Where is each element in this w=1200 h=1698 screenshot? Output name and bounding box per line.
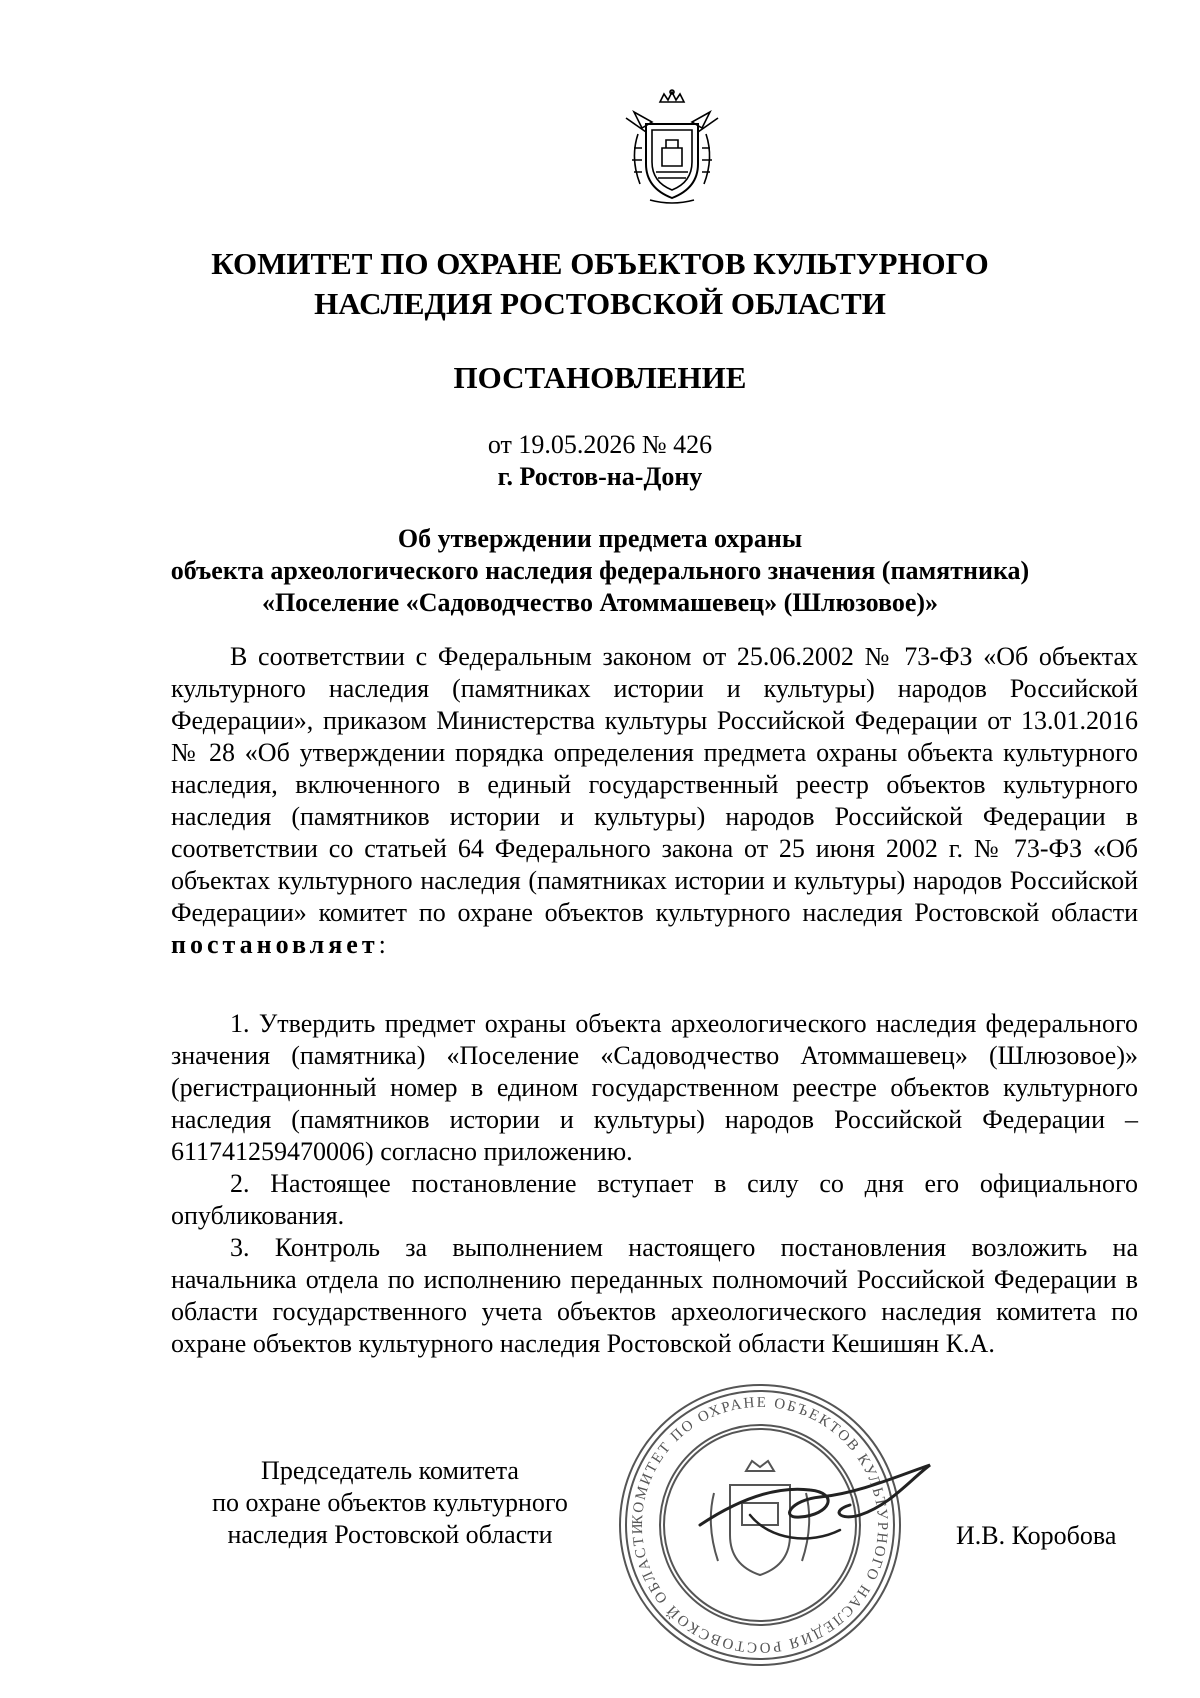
organization-name-line1: КОМИТЕТ ПО ОХРАНЕ ОБЪЕКТОВ КУЛЬТУРНОГО [211,246,989,281]
document-date-number: от 19.05.2026 № 426 [487,430,713,459]
resolves-suffix: : [378,930,386,959]
resolution-item-1: 1. Утвердить предмет охраны объекта археологического наследия федерального значения (памятника) «Поселение «Садоводчество Атоммашевец» (Шлюзовое)» (регистрационный номер в едином государственном реестре объектов культурного наследия (памятников истории и культуры) народов Российской Федерации – 611741259470006) согласно приложению. [171,1009,1138,1166]
signer-name: И.В. Коробова [956,1521,1117,1550]
coat-of-arms-icon [612,88,732,208]
organization-name [0,244,1200,324]
document-city: г. Ростов-на-Дону [497,462,703,491]
resolves-word: постановляет [171,930,379,959]
signer-title [150,1455,630,1551]
resolution-items [171,1008,1138,1360]
subject-line1: Об утверждении предмета охраны [397,524,803,553]
signer-title-line3: наследия Ростовской области [227,1520,553,1549]
subject-line3: «Поселение «Садоводчество Атоммашевец» (Шлюзовое)» [261,588,939,617]
handwritten-signature-icon [690,1445,940,1565]
document-type: ПОСТАНОВЛЕНИЕ [453,360,747,395]
preamble-text: В соответствии с Федеральным законом от 25.06.2002 № 73-ФЗ «Об объектах культурного наследия (памятниках истории и культуры) народов Российской Федерации», приказом Министерства культуры Российской Федерации от 13.01.2016 № 28 «Об утверждении порядка определения предмета охраны объекта культурного наследия, включенного в единый государственный реестр объектов культурного наследия (памятников истории и культуры) народов Российской Федерации в соответствии со статьей 64 Федерального закона от 25 июня 2002 г. № 73-ФЗ «Об объектах культурного наследия (памятниках истории и культуры) народов Российской Федерации» комитет по охране объектов культурного наследия Ростовской области [171,642,1138,927]
resolution-item-2: 2. Настоящее постановление вступает в силу со дня его официального опубликования. [171,1169,1138,1230]
document-subject [0,523,1200,619]
organization-name-line2: НАСЛЕДИЯ РОСТОВСКОЙ ОБЛАСТИ [314,286,886,321]
preamble [171,641,1138,961]
subject-line2: объекта археологического наследия федерального значения (памятника) [170,556,1030,585]
signer-title-line1: Председатель комитета [261,1456,519,1485]
signer-title-line2: по охране объектов культурного [212,1488,568,1517]
resolution-item-3: 3. Контроль за выполнением настоящего постановления возложить на начальника отдела по исполнению переданных полномочий Российской Федерации в области государственного учета объектов археологического наследия комитета по охране объектов культурного наследия Ростовской области Кешишян К.А. [171,1233,1138,1358]
seal-text: КОМИТЕТ ПО ОХРАНЕ ОБЪЕКТОВ КУЛЬТУРНОГО НАСЛЕДИЯ РОСТОВСКОЙ ОБЛАСТИ [629,1394,891,1656]
